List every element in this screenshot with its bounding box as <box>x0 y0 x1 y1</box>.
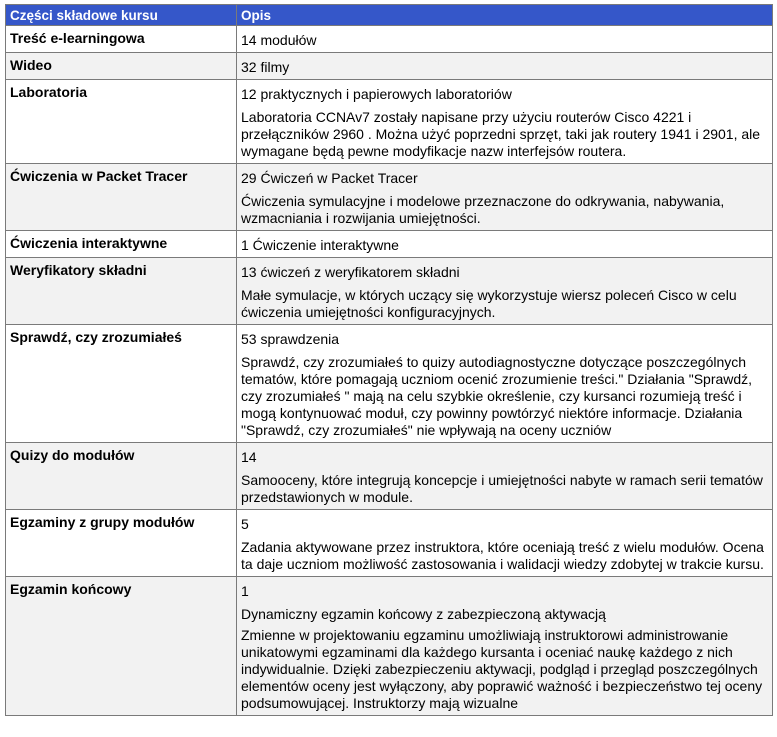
table-row <box>6 510 773 577</box>
row-part-label: Egzamin końcowy <box>6 577 237 716</box>
table-row <box>6 26 773 53</box>
row-count: 29 Ćwiczeń w Packet Tracer <box>241 170 418 186</box>
table-row <box>6 443 773 510</box>
table-row <box>6 231 773 258</box>
row-count: 53 sprawdzenia <box>241 331 340 347</box>
course-components-table <box>5 4 773 716</box>
row-part-label: Ćwiczenia interaktywne <box>6 231 237 258</box>
row-description <box>237 80 773 164</box>
row-detail: Zadania aktywowane przez instruktora, które oceniają treść z wielu modułów. Ocena ta daje uczniom możliwość zastosowania i walidacji wiedzy zdobytej w trakcie kursu. <box>241 539 764 572</box>
row-count: 5 <box>241 516 249 532</box>
row-count: 1 Ćwiczenie interaktywne <box>241 237 399 253</box>
row-part-label: Wideo <box>6 53 237 80</box>
header-course-components: Części składowe kursu <box>6 5 237 26</box>
row-detail: Ćwiczenia symulacyjne i modelowe przeznaczone do odkrywania, nabywania, wzmacniania i rozwijania umiejętności. <box>241 193 725 226</box>
row-count: 13 ćwiczeń z weryfikatorem składni <box>241 264 460 280</box>
row-part-label: Ćwiczenia w Packet Tracer <box>6 164 237 231</box>
row-description <box>237 231 773 258</box>
table-row <box>6 577 773 716</box>
table-row <box>6 53 773 80</box>
table-header-row <box>6 5 773 26</box>
row-count: 14 modułów <box>241 32 317 48</box>
row-detail: Dynamiczny egzamin końcowy z zabezpieczoną aktywacją <box>241 606 606 622</box>
row-count: 14 <box>241 449 257 465</box>
row-count: 1 <box>241 583 249 599</box>
header-description: Opis <box>237 5 773 26</box>
row-description <box>237 577 773 716</box>
table-row <box>6 258 773 325</box>
row-part-label: Quizy do modułów <box>6 443 237 510</box>
table-row <box>6 80 773 164</box>
row-detail: Małe symulacje, w których uczący się wykorzystuje wiersz poleceń Cisco w celu ćwiczenia umiejętności konfiguracyjnych. <box>241 287 737 320</box>
row-part-label: Sprawdź, czy zrozumiałeś <box>6 325 237 443</box>
table-row <box>6 164 773 231</box>
row-part-label: Treść e-learningowa <box>6 26 237 53</box>
row-count: 12 praktycznych i papierowych laboratoriów <box>241 86 512 102</box>
table-row <box>6 325 773 443</box>
row-count: 32 filmy <box>241 59 290 75</box>
row-detail: Samooceny, które integrują koncepcje i umiejętności nabyte w ramach serii tematów przedstawionych w module. <box>241 472 763 505</box>
row-description <box>237 510 773 577</box>
row-detail: Zmienne w projektowaniu egzaminu umożliwiają instruktorowi administrowanie unikatowymi egzaminami dla każdego kursanta i oceniać naukę każdego z nich indywidualnie. Dzięki zabezpieczeniu aktywacji, podgląd i przegląd poszczególnych elementów oceny jest wyłączony, aby poprawić ważność i bezpieczeństwo tej oceny podsumowującej. Instruktorzy mają wizualne <box>241 627 763 711</box>
row-part-label: Weryfikatory składni <box>6 258 237 325</box>
row-description <box>237 26 773 53</box>
row-detail: Sprawdź, czy zrozumiałeś to quizy autodiagnostyczne dotyczące poszczególnych tematów, które pomagają uczniom ocenić zrozumienie treści." Działania "Sprawdź, czy zrozumiałeś " mają na celu szybkie określenie, czy kursanci rozumieją treść i mogą kontynuować moduł, czy powinny powtórzyć niektóre informacje. Działania "Sprawdź, czy zrozumiałeś" nie wpływają na oceny uczniów <box>241 354 753 438</box>
row-part-label: Egzaminy z grupy modułów <box>6 510 237 577</box>
row-description <box>237 258 773 325</box>
row-description <box>237 325 773 443</box>
row-detail: Laboratoria CCNAv7 zostały napisane przy użyciu routerów Cisco 4221 i przełączników 2960 . Można użyć poprzedni sprzęt, taki jak routery 1941 i 2901, ale wymagane będą pewne modyfikacje nazw interfejsów routera. <box>241 109 761 159</box>
row-description <box>237 164 773 231</box>
row-description <box>237 53 773 80</box>
row-description <box>237 443 773 510</box>
row-part-label: Laboratoria <box>6 80 237 164</box>
